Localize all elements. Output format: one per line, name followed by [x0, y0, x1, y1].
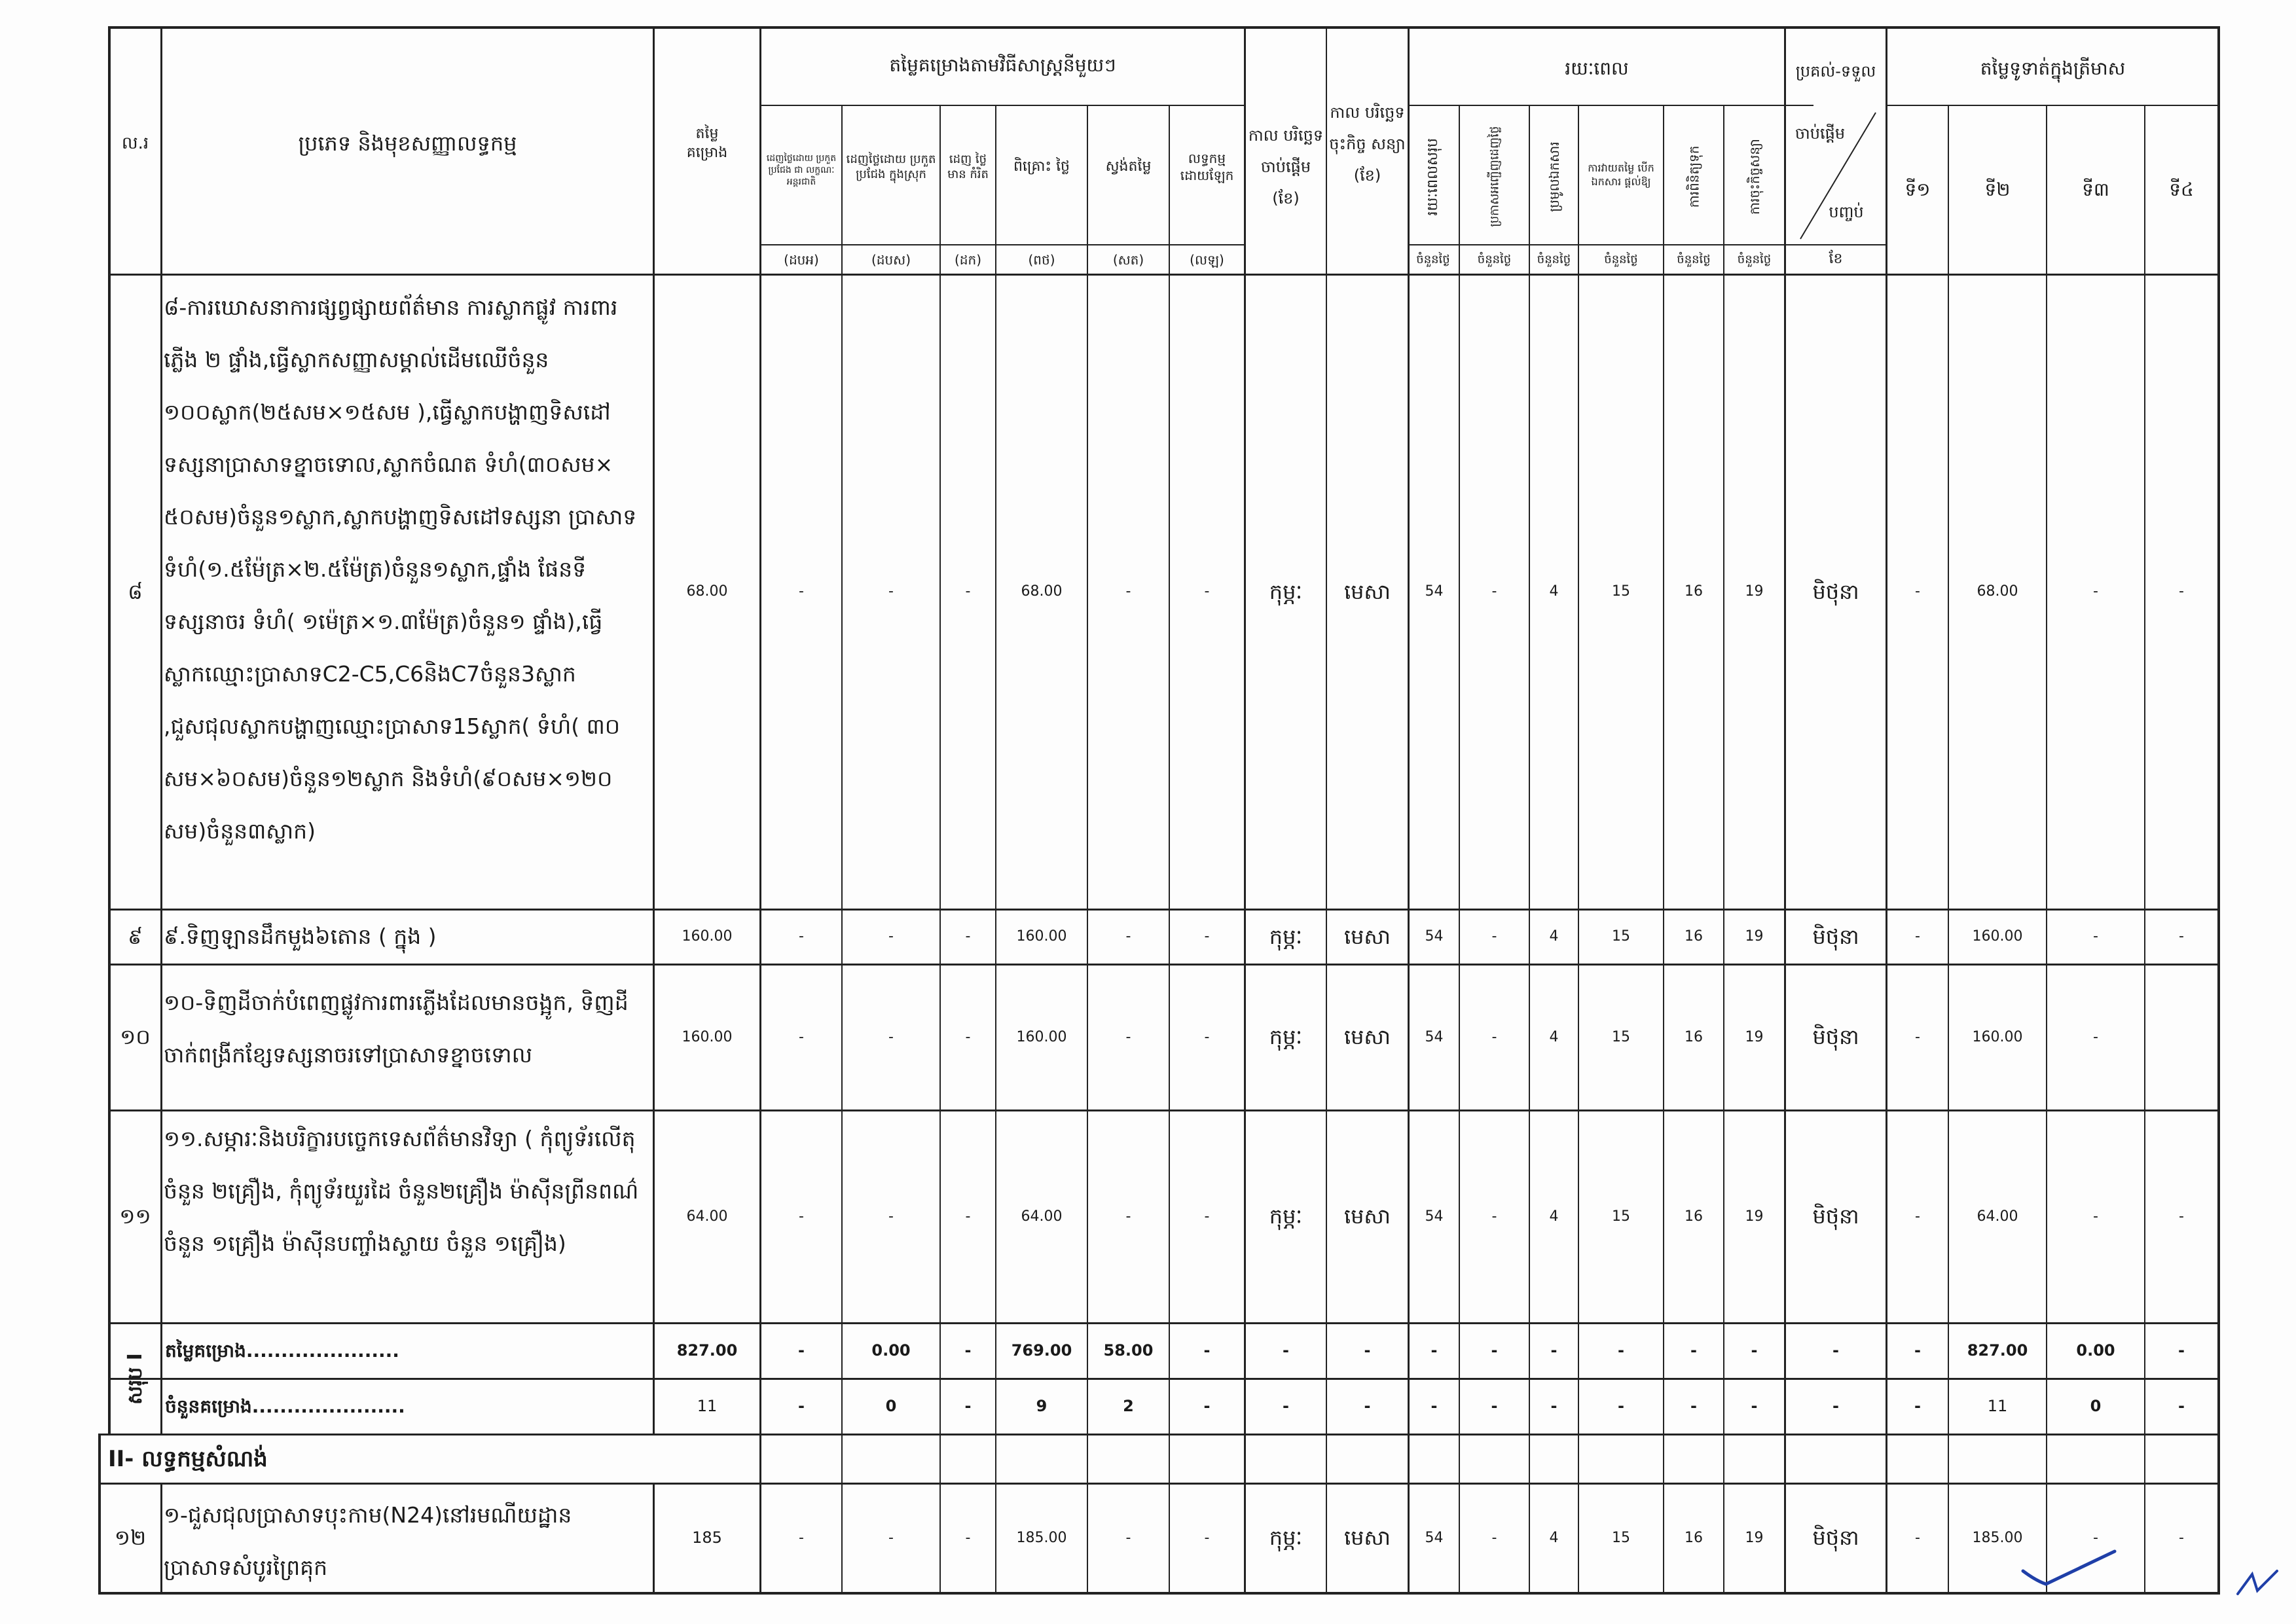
summary-count-m1: - — [798, 1397, 805, 1416]
summary-count-dash: - — [1618, 1397, 1624, 1416]
row-q1: - — [1915, 1529, 1920, 1546]
row-d4: 15 — [1612, 1208, 1630, 1225]
summary-count-q1: - — [1914, 1397, 1921, 1416]
header-method-5: ស្វង់តម្លៃ — [1105, 158, 1152, 175]
summary-value-q3: 0.00 — [2076, 1341, 2115, 1360]
row-m4: 160.00 — [1016, 928, 1067, 945]
row-m6: - — [1204, 1529, 1210, 1546]
row-desc: ១០-ទិញដីចាក់បំពេញផ្លូវការពារភ្លើងដែលមានចង្អូក, ទិញដីចាក់ពង្រីកខ្សែទស្សនាចរទៅប្រាសាទខ្នាចទោល — [164, 990, 629, 1068]
header-code-6: (លឡ) — [1190, 251, 1224, 268]
row-desc: ៨-ការឃោសនាការផ្សព្វផ្សាយព័ត៌មាន ការស្លាកផ្លូវ ការពារភ្លើង ២ ផ្ទាំង,ធ្វើស្លាកសញ្ញាសម្គាល់ដើមឈើចំនួន ១០០ស្លាក(២៥សម×១៥សម ),ធ្វើស្លាកបង្ហាញទិសដៅ ទស្សនាប្រាសាទខ្នាចទោល,ស្លាកចំណត ទំហំ(៣០សម× ៥០សម)ចំនួន១ស្លាក,ស្លាកបង្ហាញទិសដៅទស្សនា ប្រាសាទទំហំ(១.៥ម៉ែត្រ×២.៥ម៉ែត្រ)ចំនួន១ស្លាក,ផ្ទាំង ផែនទីទស្សនាចរ ទំហំ( ១ម៉េត្រ×១.៣ម៉ែត្រ)ចំនួន១ ផ្ទាំង),ធ្វើស្លាកឈ្មោះប្រាសាទC2-C5,C6និងC7ចំនួន3ស្លាក ,ជួសជុលស្លាកបង្ហាញឈ្មោះប្រាសាទ15ស្លាក( ទំហំ( ៣០ សម×៦០សម)ចំនួន១២ស្លាក និងទំហំ(៩០សម×១២០ សម)ចំនួន៣ស្លាក) — [164, 295, 637, 844]
table-border-right — [2217, 26, 2220, 1595]
row-q2: 68.00 — [1977, 583, 2018, 600]
header-code-5: (សត) — [1112, 251, 1144, 268]
summary-count-m5: 2 — [1123, 1397, 1134, 1416]
row-budget: 68.00 — [686, 583, 728, 600]
summary-value-dash: - — [1832, 1341, 1839, 1360]
summary-value-m5: 58.00 — [1103, 1341, 1154, 1360]
header-group-method: តម្លៃគម្រោងតាមវិធីសាស្ត្រនីមួយៗ — [889, 54, 1116, 76]
header-handover-start: ចាប់ផ្តើម — [1795, 124, 1846, 143]
header-day-6: ចំនួនថ្ងៃ — [1737, 252, 1772, 266]
summary-value-dash: - — [1618, 1341, 1624, 1360]
row-start: កុម្ភៈ — [1269, 1204, 1303, 1229]
row-budget: 185 — [692, 1528, 722, 1547]
row-d5: 16 — [1685, 1028, 1703, 1045]
row-m5: - — [1125, 1208, 1131, 1225]
summary-value-dash: - — [1283, 1341, 1289, 1360]
header-code-3: (ដក) — [955, 251, 981, 268]
header-col-no: ល.រ — [121, 134, 149, 154]
header-duration-5: ការពិនិត្យទុក — [1686, 145, 1702, 208]
row-m6: - — [1204, 583, 1210, 600]
row-m3: - — [965, 1208, 971, 1225]
row-sign: មេសា — [1343, 579, 1391, 604]
row-sign: មេសា — [1343, 1525, 1391, 1551]
row-d5: 16 — [1685, 1208, 1703, 1225]
row-q3: - — [2093, 928, 2098, 945]
row-q1: - — [1915, 1208, 1920, 1225]
row-d3: 4 — [1549, 1028, 1559, 1045]
row-d4: 15 — [1612, 1529, 1630, 1546]
row-d1: 54 — [1425, 583, 1444, 600]
row-m1: - — [799, 1028, 804, 1045]
row-handover: មិថុនា — [1812, 924, 1859, 949]
header-day-4: ចំនួនថ្ងៃ — [1604, 252, 1638, 266]
summary-count-dash: - — [1550, 1397, 1558, 1416]
header-day-1: ចំនួនថ្ងៃ — [1416, 252, 1450, 266]
row-m2: - — [888, 1208, 894, 1225]
row-d5: 16 — [1685, 928, 1703, 945]
row-d4: 15 — [1612, 583, 1630, 600]
header-code-1: (ដបអ) — [784, 251, 819, 268]
row-q3: - — [2093, 1028, 2098, 1045]
summary-count-budget: 11 — [697, 1397, 718, 1416]
summary-count-q3: 0 — [2090, 1397, 2102, 1416]
summary-value-m4: 769.00 — [1011, 1341, 1072, 1360]
row-q1: - — [1915, 583, 1920, 600]
summary-label: សរុប I — [124, 1353, 147, 1405]
row-d2: - — [1491, 1028, 1497, 1045]
row-m4: 68.00 — [1021, 583, 1063, 600]
row-q4: - — [2179, 583, 2184, 600]
row-budget: 160.00 — [682, 1028, 733, 1045]
row-m4: 64.00 — [1021, 1208, 1063, 1225]
pen-scribble — [2232, 1564, 2285, 1604]
header-method-6: លទ្ធកម្ម ដោយឡែក — [1180, 151, 1234, 183]
summary-value-q2: 827.00 — [1967, 1341, 2028, 1360]
header-quarter-3: ទី៣ — [2082, 178, 2109, 200]
summary-value-dash: - — [1491, 1341, 1498, 1360]
row-d3: 4 — [1549, 1529, 1559, 1546]
row-handover: មិថុនា — [1812, 1204, 1859, 1229]
header-duration-6: ការចុះកិច្ចសន្យា — [1746, 138, 1762, 215]
row-m2: - — [888, 1529, 894, 1546]
row-m4: 185.00 — [1016, 1529, 1067, 1546]
row-budget: 64.00 — [686, 1208, 728, 1225]
pen-checkmark — [2016, 1545, 2121, 1597]
header-code-4: (ពថ) — [1028, 251, 1055, 268]
summary-count-dash: - — [1832, 1397, 1839, 1416]
header-quarter-2: ទី២ — [1984, 178, 2011, 200]
row-m2: - — [888, 928, 894, 945]
row-m1: - — [799, 928, 804, 945]
row-q2: 185.00 — [1972, 1529, 2023, 1546]
row-d2: - — [1491, 1529, 1497, 1546]
row-no: ៨ — [128, 579, 143, 604]
summary-count-label: ចំនួនគម្រោង...................... — [165, 1395, 405, 1417]
row-no: ១២ — [114, 1525, 147, 1551]
row-no: ១០ — [120, 1024, 151, 1050]
summary-value-dash: - — [1690, 1341, 1697, 1360]
row-m1: - — [799, 583, 804, 600]
row-m5: - — [1125, 583, 1131, 600]
header-duration-4: ការវាយតម្លៃ បើកឯកសារ ផ្តល់ឱ្យ — [1588, 161, 1654, 188]
row-no: ១១ — [119, 1204, 151, 1229]
row-d6: 19 — [1745, 928, 1764, 945]
summary-value-label: តម្លៃគម្រោង...................... — [165, 1339, 399, 1362]
row-d6: 19 — [1745, 583, 1764, 600]
summary-value-dash: - — [1751, 1341, 1758, 1360]
summary-count-dash: - — [1430, 1397, 1438, 1416]
row-q2: 64.00 — [1977, 1208, 2018, 1225]
header-duration-1: រយៈពេលសរុប — [1424, 137, 1441, 216]
row-start: កុម្ភៈ — [1269, 579, 1303, 604]
header-month-unit: ខែ — [1829, 251, 1843, 268]
row-m3: - — [965, 1529, 971, 1546]
summary-count-m4: 9 — [1036, 1397, 1048, 1416]
row-sign: មេសា — [1343, 924, 1391, 949]
row-m2: - — [888, 1028, 894, 1045]
summary-value-q4: - — [2178, 1341, 2185, 1360]
section-title: II- លទ្ធកម្មសំណង់ — [108, 1445, 268, 1472]
row-handover: មិថុនា — [1812, 1024, 1859, 1050]
summary-value-q1: - — [1914, 1341, 1921, 1360]
row-start: កុម្ភៈ — [1269, 924, 1303, 949]
row-q2: 160.00 — [1972, 1028, 2023, 1045]
header-method-4: ពិគ្រោះ ថ្លៃ — [1013, 158, 1070, 175]
row-m3: - — [965, 928, 971, 945]
header-quarter-1: ទី១ — [1904, 178, 1931, 200]
row-m1: - — [799, 1208, 804, 1225]
row-d3: 4 — [1549, 583, 1559, 600]
summary-count-dash: - — [1364, 1397, 1371, 1416]
row-desc: ៩.ទិញឡានដឹកមួង៦តោន ( ក្នុង ) — [164, 924, 437, 950]
row-q2: 160.00 — [1972, 928, 2023, 945]
row-q4 — [2145, 965, 2217, 1110]
summary-count-m2: 0 — [885, 1397, 897, 1416]
header-duration-2: ប្រកាសអញ្ជើញដេញថ្លៃ — [1487, 126, 1501, 227]
row-m2: - — [888, 583, 894, 600]
row-start: កុម្ភៈ — [1269, 1024, 1303, 1050]
row-d6: 19 — [1745, 1028, 1764, 1045]
header-day-2: ចំនួនថ្ងៃ — [1477, 252, 1512, 266]
summary-value-dash: - — [1430, 1341, 1438, 1360]
row-sign: មេសា — [1343, 1204, 1391, 1229]
header-col-budget: តម្លៃ គម្រោង — [686, 126, 728, 161]
row-budget: 160.00 — [682, 928, 733, 945]
row-d1: 54 — [1425, 1208, 1444, 1225]
header-day-3: ចំនួនថ្ងៃ — [1537, 252, 1571, 266]
summary-value-dash: - — [1550, 1341, 1558, 1360]
summary-value-dash: - — [1364, 1341, 1371, 1360]
row-handover: មិថុនា — [1812, 1525, 1859, 1551]
row-d6: 19 — [1745, 1529, 1764, 1546]
header-code-2: (ដបស) — [871, 251, 911, 268]
row-d3: 4 — [1549, 1208, 1559, 1225]
row-d6: 19 — [1745, 1208, 1764, 1225]
row-no: ៩ — [128, 924, 143, 949]
row-desc: ១-ជួសជុលប្រាសាទបុះកាម(N24)នៅរមណីយដ្ឋាន ប្រាសាទសំបូរព្រៃគុក — [164, 1502, 572, 1580]
row-d2: - — [1491, 928, 1497, 945]
row-m1: - — [799, 1529, 804, 1546]
header-day-5: ចំនួនថ្ងៃ — [1677, 252, 1711, 266]
header-quarter-4: ទី៤ — [2169, 178, 2194, 200]
row-m6: - — [1204, 1028, 1210, 1045]
row-d2: - — [1491, 583, 1497, 600]
row-d4: 15 — [1612, 928, 1630, 945]
row-m6: - — [1204, 928, 1210, 945]
header-handover-end: បញ្ចប់ — [1829, 203, 1864, 222]
row-d1: 54 — [1425, 928, 1444, 945]
row-q1: - — [1915, 928, 1920, 945]
row-desc: ១១.សម្ភារៈនិងបរិក្ខារបច្ចេកទេសព័ត៌មានវិទ្យា ( កុំព្យូទ័រលើតុចំនួន ២គ្រឿង, កុំព្យូទ័រយួរដៃ ចំនួន២គ្រឿង ម៉ាស៊ីនព្រីនពណ៌ ចំនួន ១គ្រឿង ម៉ាស៊ីនបញ្ចាំងស្លាយ ចំនួន ១គ្រឿង) — [164, 1126, 639, 1256]
summary-count-dash: - — [1751, 1397, 1758, 1416]
header-duration-3: ប្រមូលឯកសារ — [1546, 141, 1562, 212]
row-start: កុម្ភៈ — [1269, 1525, 1303, 1551]
summary-count-q4: - — [2178, 1397, 2185, 1416]
row-sign: មេសា — [1343, 1024, 1391, 1050]
row-m5: - — [1125, 1529, 1131, 1546]
summary-value-m6: - — [1203, 1341, 1211, 1360]
summary-count-q2: 11 — [1987, 1397, 2008, 1416]
summary-value-budget: 827.00 — [676, 1341, 738, 1360]
header-method-3: ដេញ ថ្លៃមាន កំរិត — [947, 152, 989, 181]
row-d4: 15 — [1612, 1028, 1630, 1045]
header-col-sign: កាល បរិច្ឆេទ ចុះកិច្ច សន្យា (ខែ) — [1329, 103, 1406, 185]
header-method-1: ដេញថ្លៃដោយ ប្រកួតប្រជែង ជា លក្ខណៈអន្តរជាតិ — [766, 153, 837, 188]
summary-count-dash: - — [1690, 1397, 1697, 1416]
header-group-duration: រយៈពេល — [1565, 57, 1629, 79]
row-m5: - — [1125, 1028, 1131, 1045]
row-d5: 16 — [1685, 583, 1703, 600]
row-m3: - — [965, 1028, 971, 1045]
row-q4: - — [2179, 1208, 2184, 1225]
row-m4: 160.00 — [1016, 1028, 1067, 1045]
summary-value-m2: 0.00 — [871, 1341, 911, 1360]
row-m6: - — [1204, 1208, 1210, 1225]
row-handover: មិថុនា — [1812, 579, 1859, 604]
header-group-handover: ប្រគល់-ទទួល — [1795, 62, 1876, 81]
table-border-top — [108, 26, 2219, 29]
row-d3: 4 — [1549, 928, 1559, 945]
header-col-type: ប្រភេទ និងមុខសញ្ញាលទ្ធកម្ម — [298, 131, 517, 156]
row-q3: - — [2093, 1208, 2098, 1225]
row-q3: - — [2093, 583, 2098, 600]
row-q4: - — [2179, 1529, 2184, 1546]
row-q4: - — [2179, 928, 2184, 945]
header-method-2: ដេញថ្លៃដោយ ប្រកួតប្រជែង ក្នុងស្រុក — [846, 152, 936, 181]
row-m5: - — [1125, 928, 1131, 945]
header-col-start: កាល បរិច្ឆេទ ចាប់ផ្តើម (ខែ) — [1248, 126, 1324, 208]
row-q3: - — [2093, 1529, 2098, 1546]
row-d5: 16 — [1685, 1529, 1703, 1546]
summary-value-m1: - — [798, 1341, 805, 1360]
row-m3: - — [965, 583, 971, 600]
summary-value-m3: - — [964, 1341, 972, 1360]
row-d1: 54 — [1425, 1529, 1444, 1546]
summary-count-m6: - — [1203, 1397, 1211, 1416]
summary-count-dash: - — [1283, 1397, 1289, 1416]
row-d1: 54 — [1425, 1028, 1444, 1045]
summary-count-dash: - — [1491, 1397, 1498, 1416]
row-q1: - — [1915, 1028, 1920, 1045]
row-d2: - — [1491, 1208, 1497, 1225]
header-group-quarter: តម្លៃទូទាត់ក្នុងត្រីមាស — [1980, 57, 2126, 79]
summary-count-m3: - — [964, 1397, 972, 1416]
